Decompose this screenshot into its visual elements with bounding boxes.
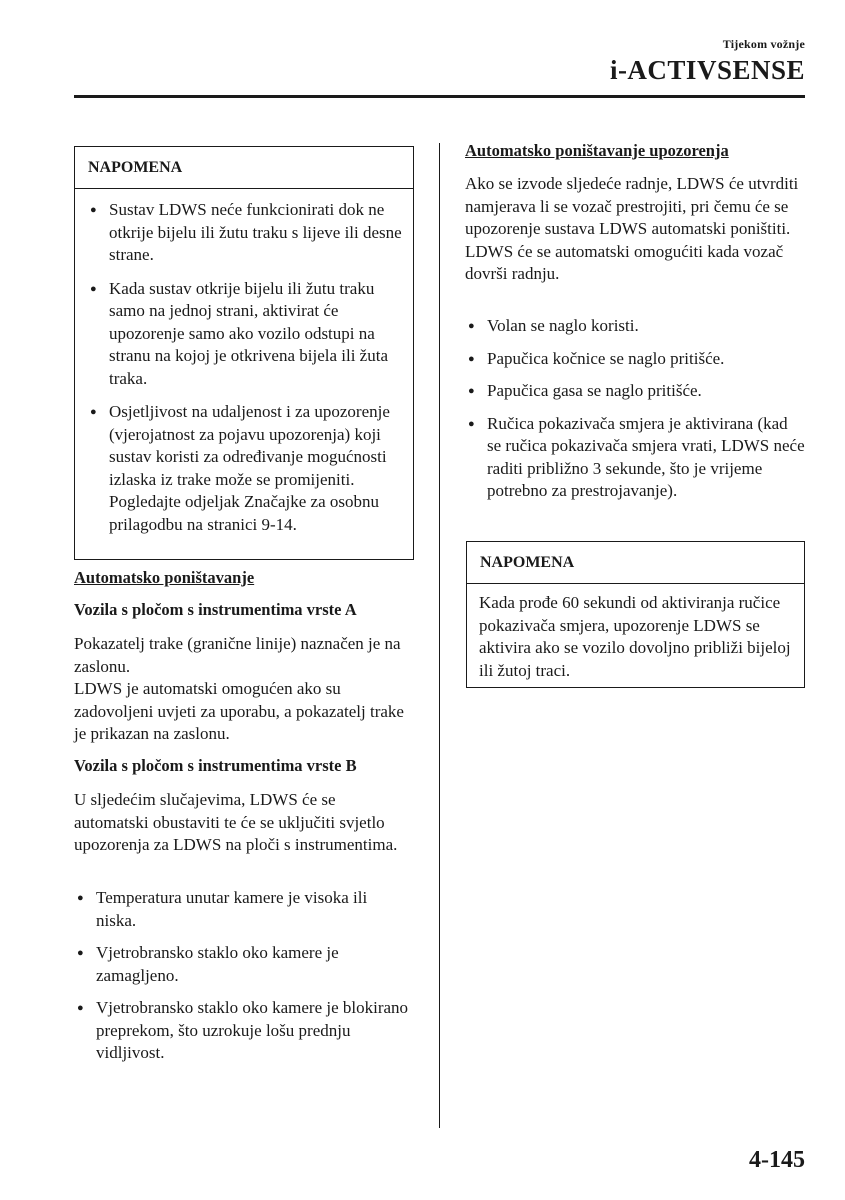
type-b-heading: Vozila s pločom s instrumentima vrste B bbox=[74, 756, 357, 775]
list-item: ● Vjetrobransko staklo oko kamere je blokirano preprekom, što uzrokuje lošu prednju vidljivost. bbox=[74, 997, 409, 1065]
type-b-text: U sljedećim slučajevima, LDWS će se automatski obustaviti te će se uključiti svjetlo upozorenja za LDWS na ploči s instrumentima. bbox=[74, 790, 398, 854]
type-a-heading: Vozila s pločom s instrumentima vrste A bbox=[74, 600, 357, 619]
note-box-2 bbox=[466, 541, 805, 688]
list-item: ● Papučica gasa se naglo pritišće. bbox=[465, 380, 805, 403]
auto-cancel-heading: Automatsko poništavanje bbox=[74, 568, 255, 587]
auto-cancel-list bbox=[465, 315, 805, 503]
page-header-section: Tijekom vožnje bbox=[722, 37, 805, 51]
type-a-text-2: LDWS je automatski omogućen ako su zadovoljeni uvjeti za uporabu, a pokazatelj trake je prikazan na zaslonu. bbox=[74, 679, 404, 743]
list-item: ● Sustav LDWS neće funkcionirati dok ne otkrije bijelu ili žutu traku s lijeve ili desne strane. bbox=[87, 199, 403, 267]
list-item: ● Temperatura unutar kamere je visoka ili niska. bbox=[74, 887, 409, 932]
list-item: ● Kada sustav otkrije bijelu ili žutu traku samo na jednoj strani, aktivirat će upozorenje samo ako vozilo odstupi na stranu na kojoj je otkrivena bijela ili žuta traka. bbox=[87, 278, 403, 391]
list-item: ● Vjetrobransko staklo oko kamere je zamagljeno. bbox=[74, 942, 409, 987]
note-box-1 bbox=[74, 146, 414, 560]
note-box-1-list bbox=[75, 189, 413, 536]
note-box-2-heading: NAPOMENA bbox=[467, 542, 804, 584]
column-divider bbox=[439, 143, 440, 1128]
type-a-text-1: Pokazatelj trake (granične linije) naznačen je na zaslonu. bbox=[74, 634, 401, 676]
type-b-list bbox=[74, 887, 409, 1065]
header-rule bbox=[74, 95, 805, 98]
page-title: i-ACTIVSENSE bbox=[609, 55, 805, 85]
list-item: ● Papučica kočnice se naglo pritišće. bbox=[465, 348, 805, 371]
auto-cancel-warning-heading: Automatsko poništavanje upozorenja bbox=[465, 141, 729, 160]
list-item: ● Volan se naglo koristi. bbox=[465, 315, 805, 338]
list-item: ● Osjetljivost na udaljenost i za upozorenje (vjerojatnost za pojavu upozorenja) koji sustav koristi za određivanje mogućnosti izlaska iz trake može se promijeniti. Pogledajte odjeljak Značajke za osobnu prilagodbu na stranici 9-14. bbox=[87, 401, 403, 536]
list-item: ● Ručica pokazivača smjera je aktivirana (kad se ručica pokazivača smjera vrati, LDWS neće raditi približno 3 sekunde, što je vrijeme potrebno za prestrojavanje). bbox=[465, 413, 805, 503]
note-box-1-heading: NAPOMENA bbox=[75, 147, 413, 189]
note-box-2-text: Kada prođe 60 sekundi od aktiviranja ručice pokazivača smjera, upozorenje LDWS se aktivira ako se vozilo dovoljno približi bijeloj ili žutoj traci. bbox=[479, 593, 791, 680]
auto-cancel-intro: Ako se izvode sljedeće radnje, LDWS će utvrditi namjeravа li se vozač prestrojiti, pri čemu će se upozorenje sustava LDWS automatski poništiti. LDWS će se automatski omogućiti kada vozač dovrši radnju. bbox=[465, 174, 799, 283]
page-number: 4-145 bbox=[749, 1147, 805, 1173]
